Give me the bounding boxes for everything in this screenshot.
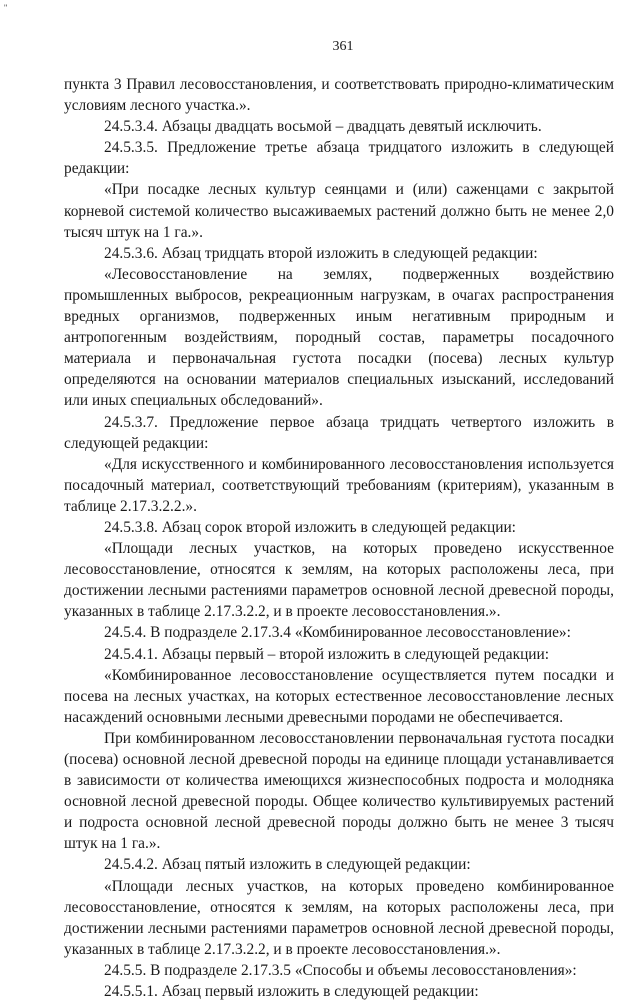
paragraph: 24.5.3.8. Абзац сорок второй изложить в следующей редакции: bbox=[104, 518, 516, 536]
paragraph: 24.5.4.2. Абзац пятый изложить в следующей редакции: bbox=[104, 856, 471, 874]
paragraph: «Площади лесных участков, на которых проведено комбинированное лесовосстановление, относятся к землям, на которых расположены леса, при достижении лесными растениями параметров основной лесной древесной породы, указанных в таблице 2.17.3.2.2, и в проекте лесовосстановления.». bbox=[64, 877, 614, 958]
paragraph: «Лесовосстановление на землях, подверженных воздействию промышленных выбросов, рекреационным нагрузкам, в очагах распространения вредных организмов, подверженных иным негативным природным и антропогенным воздействиям, породный состав, параметры посадочного материала и первоначальная густота посадки (посева) лесных культур определяются на основании материалов специальных изысканий, исследований или иных специальных обследований». bbox=[64, 265, 614, 410]
document-page bbox=[64, 38, 614, 1002]
paragraph: 24.5.3.6. Абзац тридцать второй изложить в следующей редакции: bbox=[104, 244, 538, 262]
paragraph: 24.5.3.5. Предложение третье абзаца тридцатого изложить в следующей редакции: bbox=[64, 139, 614, 178]
paragraph: 24.5.4. В подразделе 2.17.3.4 «Комбинированное лесовосстановление»: bbox=[104, 624, 571, 642]
page-number: 361 bbox=[332, 39, 354, 54]
paragraph: «Для искусственного и комбинированного лесовосстановления используется посадочный материал, соответствующий требованиям (критериям), указанным в таблице 2.17.3.2.2.». bbox=[64, 455, 614, 515]
scan-corner-mark: " bbox=[4, 3, 8, 13]
paragraph: 24.5.3.7. Предложение первое абзаца тридцать четвертого изложить в следующей редакции: bbox=[64, 413, 614, 452]
paragraph: «При посадке лесных культур сеянцами и (или) саженцами с закрытой корневой системой количество высаживаемых растений должно быть не менее 2,0 тысяч штук на 1 га.». bbox=[64, 181, 614, 241]
paragraph: 24.5.5. В подразделе 2.17.3.5 «Способы и объемы лесовосстановления»: bbox=[104, 961, 577, 979]
paragraph: При комбинированном лесовосстановлении первоначальная густота посадки (посева) основной лесной древесной породы на единице площади устанавливается в зависимости от количества имеющихся жизнеспособных подроста и молодняка основной лесной древесной породы. Общее количество культивируемых растений и подроста основной лесной древесной породы должно быть не менее 3 тысяч штук на 1 га.». bbox=[64, 729, 614, 853]
paragraph: «Комбинированное лесовосстановление осуществляется путем посадки и посева на лесных участках, на которых естественное лесовосстановление лесных насаждений основными лесными древесными породами не обеспечивается. bbox=[64, 666, 614, 726]
paragraph: 24.5.3.4. Абзацы двадцать восьмой – двадцать девятый исключить. bbox=[104, 118, 542, 136]
paragraph: «Площади лесных участков, на которых проведено искусственное лесовосстановление, относятся к землям, на которых расположены леса, при достижении лесными растениями параметров основной лесной древесной породы, указанных в таблице 2.17.3.2.2, и в проекте лесовосстановления.». bbox=[64, 540, 614, 621]
paragraph: 24.5.5.1. Абзац первый изложить в следующей редакции: bbox=[104, 983, 479, 1001]
paragraph: пункта 3 Правил лесовосстановления, и соответствовать природно-климатическим условиям лесного участка.». bbox=[64, 76, 614, 115]
paragraph: 24.5.4.1. Абзацы первый – второй изложить в следующей редакции: bbox=[104, 645, 550, 663]
